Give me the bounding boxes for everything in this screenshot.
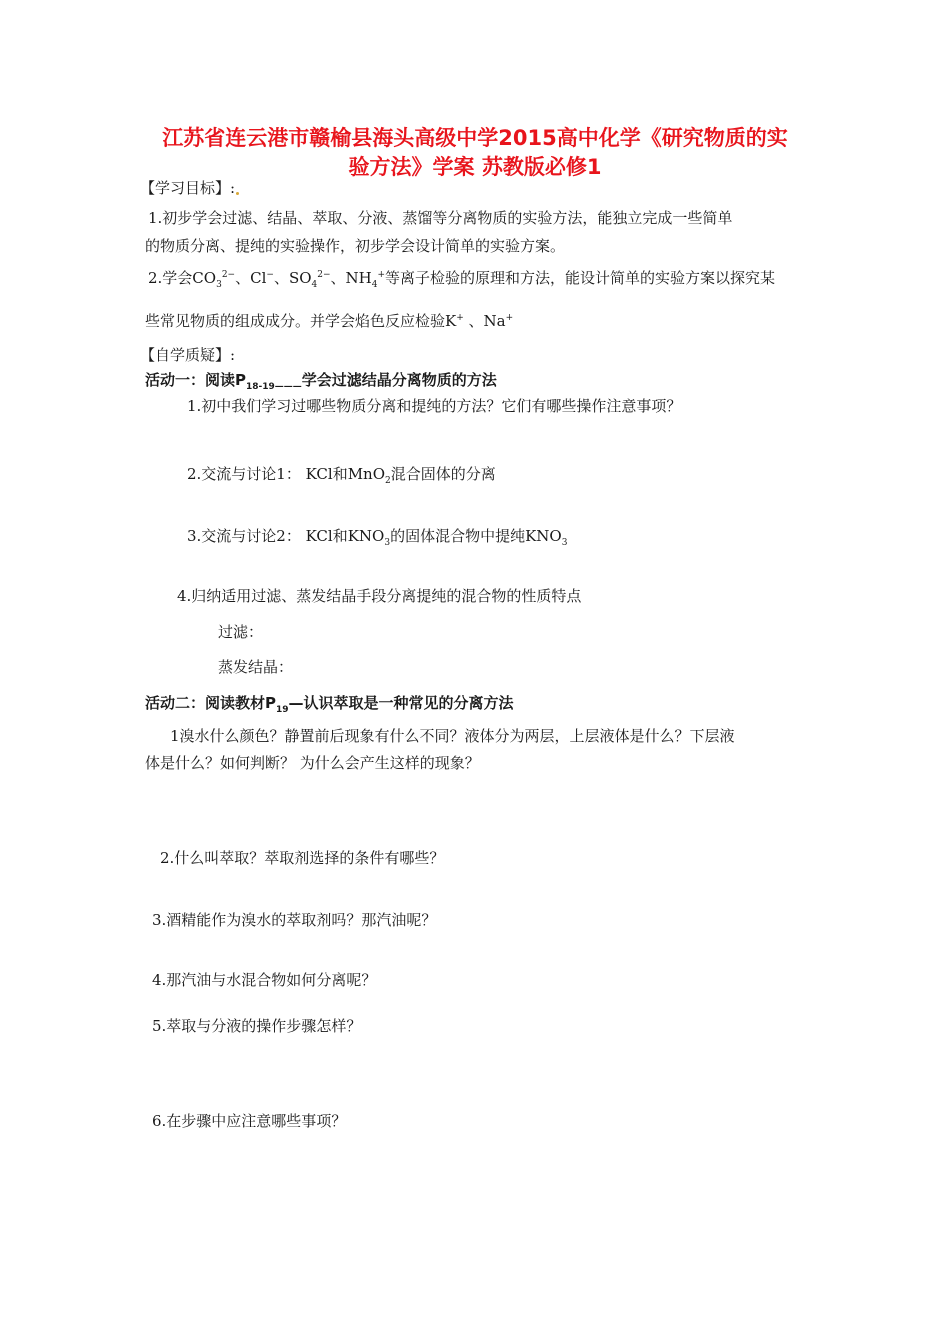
activity-2-question-3: 3.酒精能作为溴水的萃取剂吗？那汽油呢？ <box>152 911 437 929</box>
goal-1-line-2: 的物质分离、提纯的实验操作，初步学会设计简单的实验方案。 <box>145 237 566 255</box>
self-study-heading: 【自学质疑】: <box>140 346 236 364</box>
activity-1-question-1: 1.初中我们学习过哪些物质分离和提纯的方法？它们有哪些操作注意事项？ <box>187 397 682 415</box>
activity-2-question-1-line-2: 体是什么？如何判断？ 为什么会产生这样的现象？ <box>145 754 480 772</box>
goal-2-line-2: 些常见物质的组成成分。并学会焰色反应检验K+ 、Na+ <box>145 312 514 330</box>
activity-2-question-4: 4.那汽油与水混合物如何分离呢？ <box>152 971 377 989</box>
document-title-line-1: 江苏省连云港市赣榆县海头高级中学2015高中化学《研究物质的实 <box>162 126 788 150</box>
activity-2-question-5: 5.萃取与分液的操作步骤怎样？ <box>152 1017 362 1035</box>
activity-2-question-2: 2.什么叫萃取？萃取剂选择的条件有哪些？ <box>160 849 445 867</box>
goal-2-line-1: 2.学会$CO_3^{2-}$、Cl−、$SO_4^{2-}$、$NH_4^+$等离子检验的原理和方法，能设计简单的实验方案以探究某 <box>148 269 776 290</box>
activity-1-question-2: 2.交流与讨论1： KCl和MnO$_2$混合固体的分离 <box>187 465 496 486</box>
activity-1-question-3: 3.交流与讨论2： KCl和$KNO_3$的固体混合物中提纯$KNO_3$ <box>187 527 568 548</box>
evaporation-label: 蒸发结晶： <box>218 658 294 676</box>
document-title-line-2: 验方法》学案 苏教版必修1 <box>348 155 602 179</box>
activity-2-question-6: 6.在步骤中应注意哪些事项？ <box>152 1112 347 1130</box>
activity-2-question-1-line-1: 1溴水什么颜色？静置前后现象有什么不同？液体分为两层，上层液体是什么？下层液 <box>170 727 735 745</box>
activity-2-heading: 活动二：阅读教材$P_{19}—$认识萃取是一种常见的分离方法 <box>145 694 514 715</box>
activity-1-question-4: 4.归纳适用过滤、蒸发结晶手段分离提纯的混合物的性质特点 <box>177 587 582 605</box>
activity-1-heading: 活动一：阅读$P_{18-19———}$学会过滤结晶分离物质的方法 <box>145 371 497 392</box>
filtration-label: 过滤： <box>218 623 264 641</box>
learning-goals-heading: 【学习目标】: <box>140 178 240 198</box>
stray-dot-mark <box>236 192 239 195</box>
goal-1-line-1: 1.初步学会过滤、结晶、萃取、分液、蒸馏等分离物质的实验方法，能独立完成一些简单 <box>148 209 733 227</box>
